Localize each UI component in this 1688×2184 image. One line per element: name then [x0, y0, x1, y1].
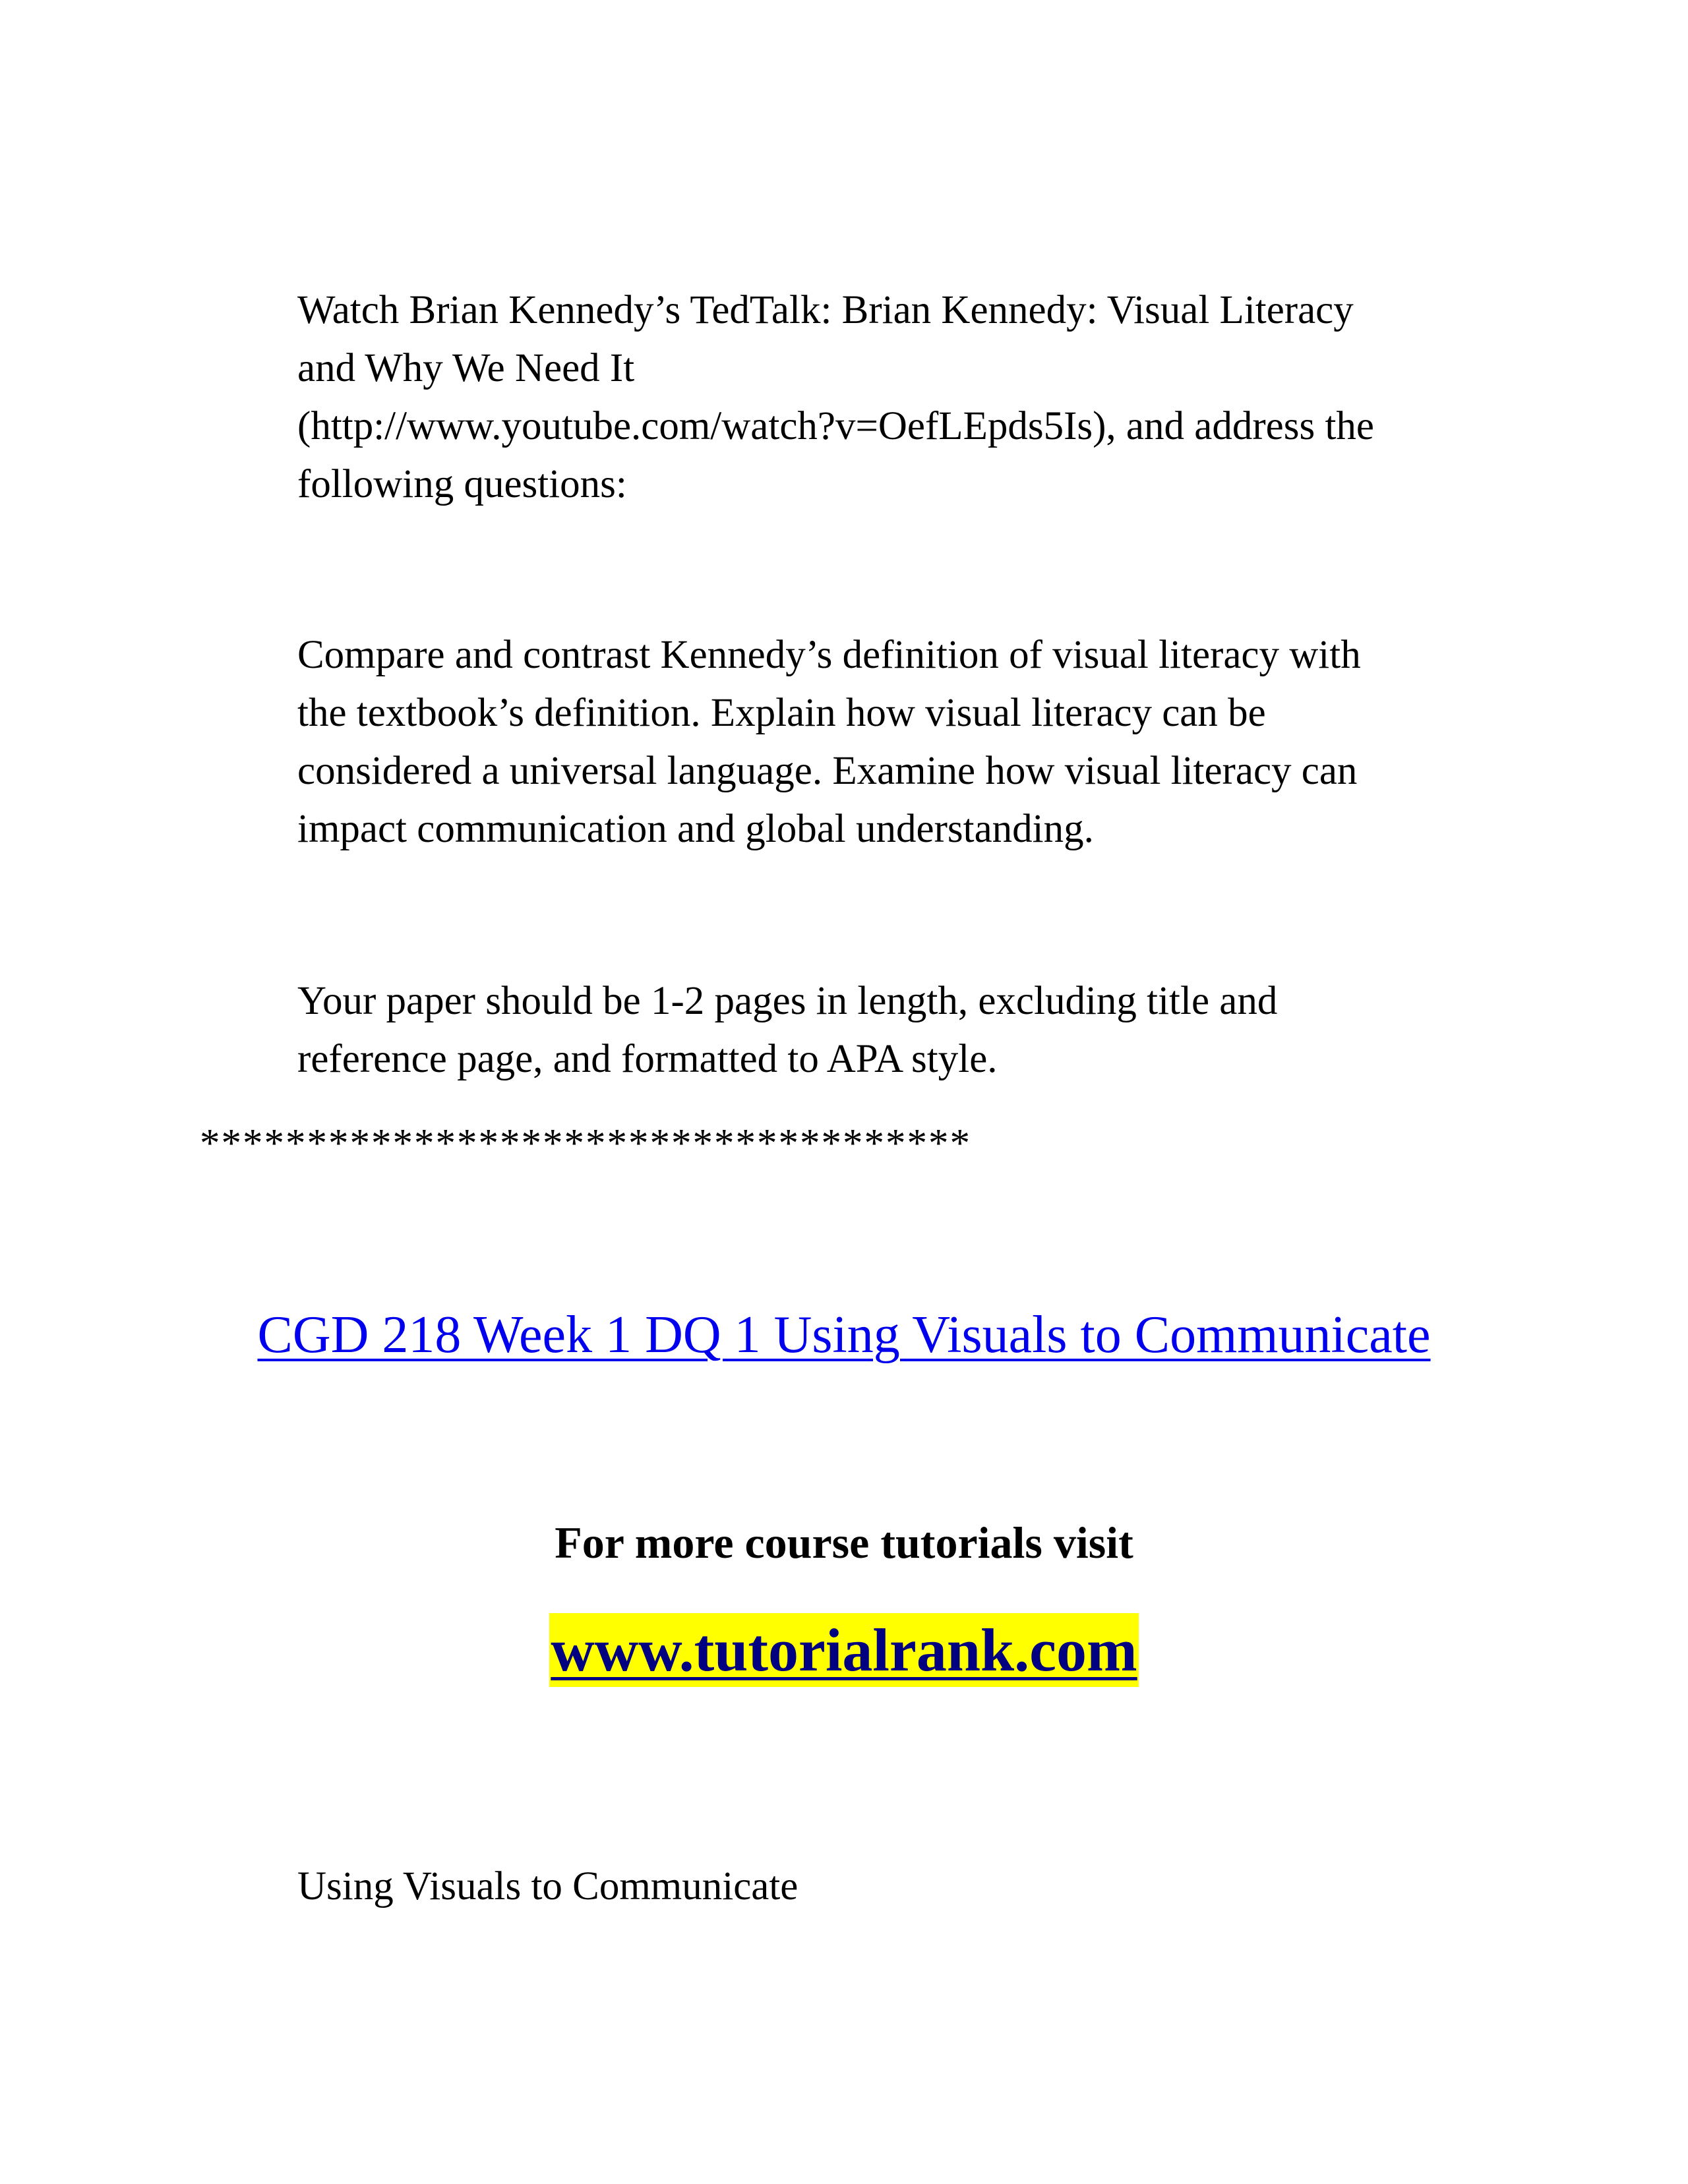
- questions-paragraph: [297, 626, 1504, 858]
- course-title-link[interactable]: CGD 218 Week 1 DQ 1 Using Visuals to Communicate: [257, 1306, 1431, 1364]
- paragraph-line: and Why We Need It: [297, 346, 635, 390]
- closing-paragraph: [297, 1858, 1504, 1916]
- paragraph-line: Compare and contrast Kennedy’s definition of visual literacy with: [297, 633, 1361, 677]
- paragraph-line: following questions:: [297, 462, 627, 506]
- tutorialrank-link[interactable]: www.tutorialrank.com: [549, 1613, 1138, 1687]
- paragraph-line: the textbook’s definition. Explain how visual literacy can be: [297, 691, 1266, 735]
- paragraph-line: Your paper should be 1-2 pages in length, excluding title and: [297, 979, 1278, 1023]
- requirements-paragraph: [297, 972, 1504, 1088]
- instructions-paragraph: [297, 281, 1504, 514]
- paragraph-line: (http://www.youtube.com/watch?v=OefLEpds5Is), and address the: [297, 404, 1374, 448]
- paragraph-line: reference page, and formatted to APA style.: [297, 1037, 998, 1081]
- asterisk-divider: ************************************: [200, 1121, 971, 1166]
- paragraph-line: considered a universal language. Examine how visual literacy can: [297, 749, 1358, 793]
- visit-heading: For more course tutorials visit: [555, 1518, 1133, 1568]
- paragraph-line: Using Visuals to Communicate: [297, 1864, 799, 1908]
- site-link-container: [0, 1613, 1688, 1687]
- paragraph-line: impact communication and global understanding.: [297, 807, 1094, 851]
- paragraph-line: Watch Brian Kennedy’s TedTalk: Brian Kennedy: Visual Literacy: [297, 288, 1354, 332]
